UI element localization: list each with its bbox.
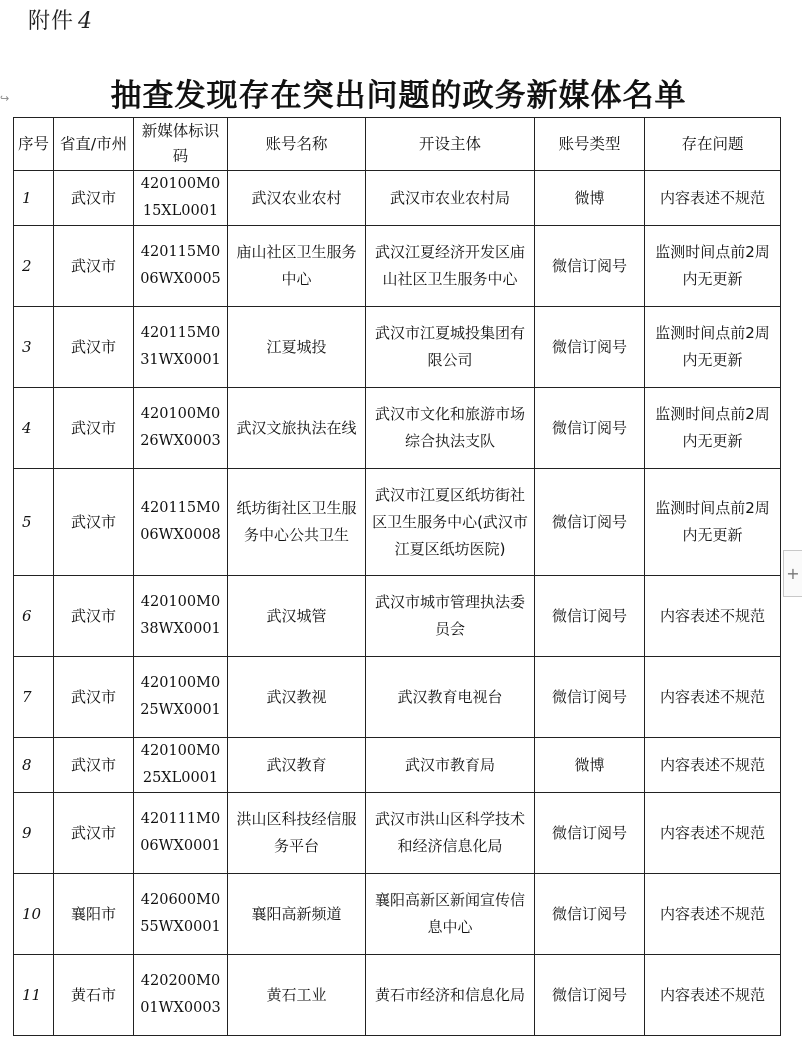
cell-issue: 内容表述不规范 <box>645 738 781 793</box>
cell-issue: 内容表述不规范 <box>645 657 781 738</box>
cell-account-name: 襄阳高新频道 <box>228 874 366 955</box>
cell-operator: 武汉市教育局 <box>366 738 535 793</box>
cell-region: 武汉市 <box>54 388 134 469</box>
cell-issue: 内容表述不规范 <box>645 171 781 226</box>
cell-region: 武汉市 <box>54 793 134 874</box>
cell-operator: 黄石市经济和信息化局 <box>366 955 535 1036</box>
header-account-type: 账号类型 <box>535 118 645 171</box>
table-row <box>14 874 781 955</box>
cell-account-type: 微信订阅号 <box>535 388 645 469</box>
cell-issue: 监测时间点前2周内无更新 <box>645 226 781 307</box>
cell-region: 黄石市 <box>54 955 134 1036</box>
cell-account-name: 武汉教育 <box>228 738 366 793</box>
add-page-button[interactable] <box>783 550 802 597</box>
table-row <box>14 793 781 874</box>
cell-media-id: 420100M026WX0003 <box>134 388 228 469</box>
cell-account-name: 武汉文旅执法在线 <box>228 388 366 469</box>
cell-seq: 5 <box>14 469 54 576</box>
cell-region: 襄阳市 <box>54 874 134 955</box>
attachment-label-text: 附件 <box>28 9 75 34</box>
header-region: 省直/市州 <box>54 118 134 171</box>
header-account-name: 账号名称 <box>228 118 366 171</box>
attachment-label <box>28 4 93 35</box>
cell-operator: 武汉江夏经济开发区庙山社区卫生服务中心 <box>366 226 535 307</box>
table-row <box>14 738 781 793</box>
cell-region: 武汉市 <box>54 226 134 307</box>
cell-issue: 内容表述不规范 <box>645 955 781 1036</box>
cell-issue: 监测时间点前2周内无更新 <box>645 307 781 388</box>
cell-seq: 2 <box>14 226 54 307</box>
cell-account-name: 武汉教视 <box>228 657 366 738</box>
cell-seq: 7 <box>14 657 54 738</box>
cell-seq: 9 <box>14 793 54 874</box>
cell-account-type: 微信订阅号 <box>535 657 645 738</box>
cell-account-type: 微信订阅号 <box>535 576 645 657</box>
header-operator: 开设主体 <box>366 118 535 171</box>
header-media-id: 新媒体标识码 <box>134 118 228 171</box>
cell-issue: 内容表述不规范 <box>645 874 781 955</box>
cell-seq: 3 <box>14 307 54 388</box>
cell-issue: 监测时间点前2周内无更新 <box>645 388 781 469</box>
cell-issue: 监测时间点前2周内无更新 <box>645 469 781 576</box>
media-list-table <box>13 117 781 1036</box>
cell-media-id: 420100M025WX0001 <box>134 657 228 738</box>
table-row <box>14 657 781 738</box>
cell-media-id: 420100M038WX0001 <box>134 576 228 657</box>
cell-account-type: 微信订阅号 <box>535 955 645 1036</box>
table-row <box>14 388 781 469</box>
cell-seq: 11 <box>14 955 54 1036</box>
cell-seq: 8 <box>14 738 54 793</box>
cell-account-name: 纸坊街社区卫生服务中心公共卫生 <box>228 469 366 576</box>
cell-region: 武汉市 <box>54 576 134 657</box>
cell-operator: 武汉市农业农村局 <box>366 171 535 226</box>
cell-seq: 4 <box>14 388 54 469</box>
cell-issue: 内容表述不规范 <box>645 576 781 657</box>
table-row <box>14 226 781 307</box>
header-seq: 序号 <box>14 118 54 171</box>
cell-operator: 武汉市文化和旅游市场综合执法支队 <box>366 388 535 469</box>
cell-account-type: 微博 <box>535 171 645 226</box>
document-title: 抽查发现存在突出问题的政务新媒体名单 <box>110 78 687 114</box>
cell-operator: 武汉市江夏区纸坊街社区卫生服务中心(武汉市江夏区纸坊医院) <box>366 469 535 576</box>
cell-account-name: 洪山区科技经信服务平台 <box>228 793 366 874</box>
header-issue: 存在问题 <box>645 118 781 171</box>
plus-icon: + <box>786 564 800 583</box>
cell-region: 武汉市 <box>54 657 134 738</box>
cell-seq: 6 <box>14 576 54 657</box>
page-edge-arrow-icon: ↪ <box>0 92 10 105</box>
cell-operator: 武汉市江夏城投集团有限公司 <box>366 307 535 388</box>
cell-seq: 1 <box>14 171 54 226</box>
table-header-row <box>14 118 781 171</box>
cell-region: 武汉市 <box>54 738 134 793</box>
cell-account-type: 微信订阅号 <box>535 469 645 576</box>
cell-media-id: 420115M006WX0008 <box>134 469 228 576</box>
attachment-number: 4 <box>78 9 94 34</box>
cell-operator: 襄阳高新区新闻宣传信息中心 <box>366 874 535 955</box>
table-row <box>14 171 781 226</box>
cell-issue: 内容表述不规范 <box>645 793 781 874</box>
cell-account-type: 微信订阅号 <box>535 874 645 955</box>
cell-media-id: 420100M015XL0001 <box>134 171 228 226</box>
cell-seq: 10 <box>14 874 54 955</box>
cell-account-name: 武汉农业农村 <box>228 171 366 226</box>
cell-account-type: 微博 <box>535 738 645 793</box>
cell-account-name: 黄石工业 <box>228 955 366 1036</box>
cell-media-id: 420100M025XL0001 <box>134 738 228 793</box>
table-row <box>14 307 781 388</box>
cell-media-id: 420111M006WX0001 <box>134 793 228 874</box>
cell-region: 武汉市 <box>54 307 134 388</box>
cell-media-id: 420600M055WX0001 <box>134 874 228 955</box>
cell-region: 武汉市 <box>54 171 134 226</box>
cell-operator: 武汉教育电视台 <box>366 657 535 738</box>
cell-operator: 武汉市洪山区科学技术和经济信息化局 <box>366 793 535 874</box>
cell-account-type: 微信订阅号 <box>535 226 645 307</box>
cell-account-type: 微信订阅号 <box>535 793 645 874</box>
cell-media-id: 420115M006WX0005 <box>134 226 228 307</box>
table-row <box>14 469 781 576</box>
cell-account-name: 庙山社区卫生服务中心 <box>228 226 366 307</box>
cell-account-name: 武汉城管 <box>228 576 366 657</box>
cell-operator: 武汉市城市管理执法委员会 <box>366 576 535 657</box>
cell-media-id: 420115M031WX0001 <box>134 307 228 388</box>
cell-region: 武汉市 <box>54 469 134 576</box>
table-row <box>14 955 781 1036</box>
cell-account-type: 微信订阅号 <box>535 307 645 388</box>
table-row <box>14 576 781 657</box>
cell-media-id: 420200M001WX0003 <box>134 955 228 1036</box>
cell-account-name: 江夏城投 <box>228 307 366 388</box>
